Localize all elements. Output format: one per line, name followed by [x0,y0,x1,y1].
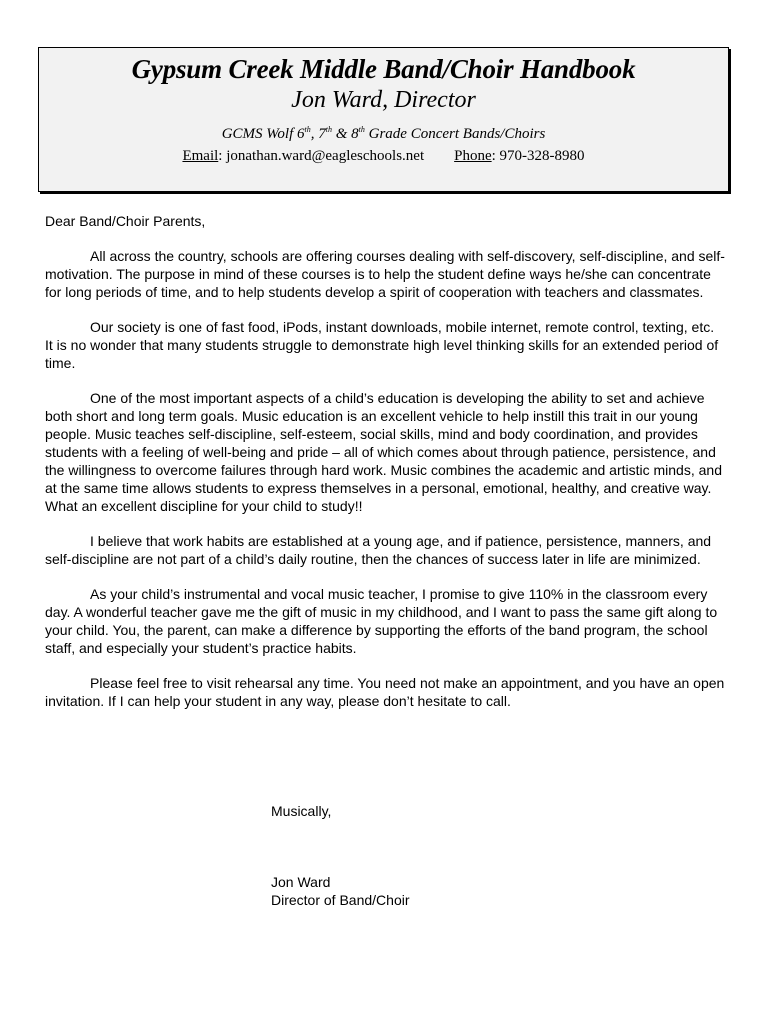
phone-label: Phone [454,148,492,164]
paragraph-4: I believe that work habits are established at a young age, and if patience, persistence, manners, and self-discipline are not part of a child’s daily routine, then the chances of success later in life are minimized. [45,533,712,567]
closing: Musically, [271,803,332,819]
email-value[interactable]: : jonathan.ward@eagleschools.net [218,148,425,164]
paragraph-5: As your child’s instrumental and vocal music teacher, I promise to give 110% in the classroom every day. A wonderful teacher gave me the gift of music in my childhood, and I want to pass the same gift along to your child. You, the parent, can make a difference by supporting the efforts of the band program, the school staff, and especially your student’s practice habits. [45,586,718,656]
signature-name: Jon Ward [271,874,331,890]
handbook-title: Gypsum Creek Middle Band/Choir Handbook [131,54,636,84]
paragraph-1: All across the country, schools are offering courses dealing with self-discovery, self-discipline, and self-motivation. The purpose in mind of these courses is to help the student define ways he/she can concentrate for long periods of time, and to help students develop a spirit of cooperation with teachers and classmates. [45,248,725,300]
paragraph-3: One of the most important aspects of a child’s education is developing the ability to set and achieve both short and long term goals. Music education is an excellent vehicle to help instill this trait in our young people. Music teaches self-discipline, self-esteem, social skills, mind and body coordination, and provides students with a feeling of well-being and pride – all of which comes about through patience, persistence, and the willingness to overcome failures through hard work. Music combines the academic and artistic minds, and at the same time allows students to express themselves in a personal, emotional, healthy, and creative way. What an excellent discipline for your child to study!! [45,390,722,514]
grades-sup-2: th [325,125,332,134]
signature-block [271,873,410,909]
paragraph-6: Please feel free to visit rehearsal any time. You need not make an appointment, and you have an open invitation. If I can help your student in any way, please don’t hesitate to call. [45,675,725,709]
grades-suffix: Grade Concert Bands/Choirs [364,126,546,142]
signature-title: Director of Band/Choir [271,892,410,908]
director-name: Jon Ward, Director [291,87,476,113]
phone-value: : 970-328-8980 [491,148,585,164]
paragraph-2: Our society is one of fast food, iPods, instant downloads, mobile internet, remote control, texting, etc. It is no wonder that many students struggle to demonstrate high level thinking skills for an extended period of time. [45,319,719,371]
grades-mid-1: , 7 [310,126,326,142]
grades-prefix: GCMS Wolf 6 [221,126,305,142]
grades-sup-1: th [304,125,311,134]
grades-line [39,124,728,144]
email-label: Email [182,148,219,164]
contact-line [39,146,728,166]
handbook-header [38,47,729,192]
grades-sup-3: th [358,125,365,134]
letter-body [45,212,725,727]
grades-mid-2: & 8 [331,126,359,142]
salutation: Dear Band/Choir Parents, [45,213,206,229]
